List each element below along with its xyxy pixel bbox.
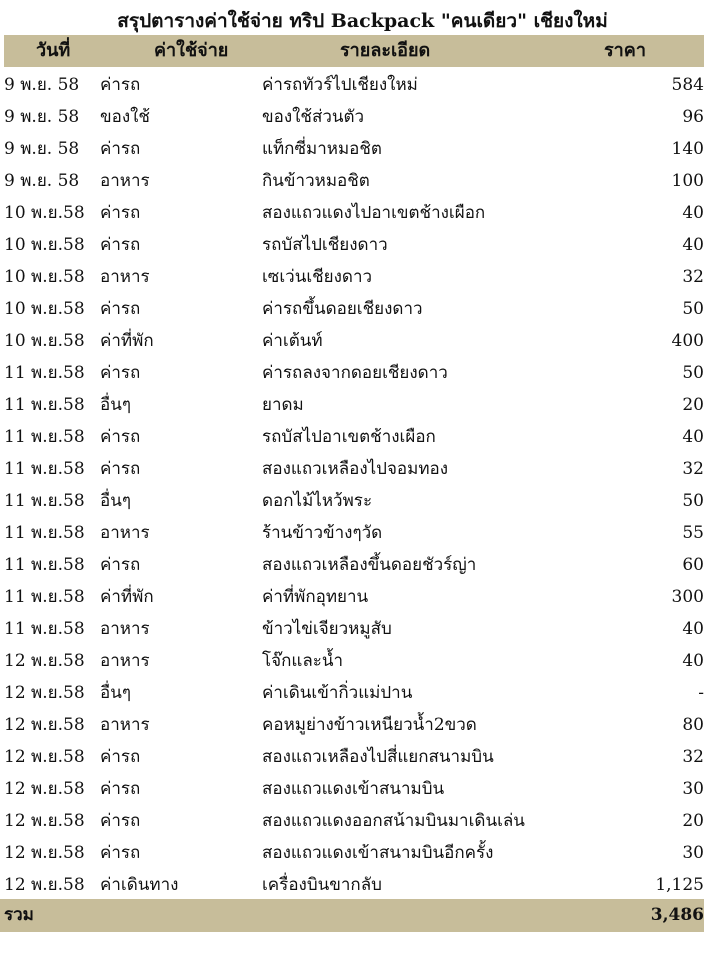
cell-category: ค่ารถ xyxy=(100,779,141,799)
cell-date: 12 พ.ย.58 xyxy=(4,747,85,767)
cell-price: 50 xyxy=(682,299,704,319)
cell-date: 11 พ.ย.58 xyxy=(4,555,85,575)
cell-price: 140 xyxy=(671,139,704,159)
cell-price: 100 xyxy=(671,171,704,191)
cell-price: 40 xyxy=(682,427,704,447)
cell-category: ค่ารถ xyxy=(100,555,141,575)
cell-detail: โจ๊กและน้ำ xyxy=(262,651,344,671)
header-date: วันที่ xyxy=(36,40,71,61)
cell-detail: เครื่องบินขากลับ xyxy=(262,875,382,895)
cell-price: 32 xyxy=(682,747,704,767)
table-row xyxy=(0,773,725,805)
cell-price: 40 xyxy=(682,619,704,639)
cell-detail: สองแถวแดงเข้าสนามบิน xyxy=(262,779,445,799)
cell-category: ค่าที่พัก xyxy=(100,587,154,607)
cell-category: อื่นๆ xyxy=(100,491,131,511)
cell-category: อาหาร xyxy=(100,523,150,543)
cell-price: 32 xyxy=(682,267,704,287)
cell-detail: ร้านข้าวข้างๆวัด xyxy=(262,523,383,543)
cell-detail: ค่าเดินเข้ากิ่วแม่ปาน xyxy=(262,683,413,703)
table-row xyxy=(0,581,725,613)
table-row xyxy=(0,261,725,293)
cell-detail: ค่าเต้นท์ xyxy=(262,331,323,351)
table-row xyxy=(0,325,725,357)
cell-detail: สองแถวเหลืองขึ้นดอยชัวร์ญ่า xyxy=(262,555,477,575)
cell-category: ค่ารถ xyxy=(100,427,141,447)
cell-category: ค่ารถ xyxy=(100,203,141,223)
cell-category: ค่าเดินทาง xyxy=(100,875,179,895)
cell-date: 11 พ.ย.58 xyxy=(4,619,85,639)
cell-price: 32 xyxy=(682,459,704,479)
table-header xyxy=(4,35,704,67)
cell-price: 300 xyxy=(671,587,704,607)
cell-price: 30 xyxy=(682,779,704,799)
cell-price: 20 xyxy=(682,395,704,415)
cell-detail: ค่าที่พักอุทยาน xyxy=(262,587,369,607)
table-row xyxy=(0,69,725,101)
cell-date: 11 พ.ย.58 xyxy=(4,587,85,607)
cell-date: 10 พ.ย.58 xyxy=(4,203,85,223)
cell-detail: ค่ารถขึ้นดอยเชียงดาว xyxy=(262,299,423,319)
total-value: 3,486 xyxy=(650,905,704,925)
cell-detail: สองแถวเหลืองไปจอมทอง xyxy=(262,459,449,479)
table-row xyxy=(0,293,725,325)
page-title: สรุปตารางค่าใช้จ่าย ทริป Backpack "คนเดียว" เชียงใหม่ xyxy=(117,10,608,32)
cell-price: 20 xyxy=(682,811,704,831)
cell-date: 11 พ.ย.58 xyxy=(4,523,85,543)
cell-category: ค่ารถ xyxy=(100,75,141,95)
cell-category: ค่าที่พัก xyxy=(100,331,154,351)
cell-detail: แท็กซี่มาหมอชิต xyxy=(262,139,382,159)
table-row xyxy=(0,389,725,421)
cell-price: 40 xyxy=(682,203,704,223)
cell-price: 50 xyxy=(682,491,704,511)
cell-price: 96 xyxy=(682,107,704,127)
cell-date: 12 พ.ย.58 xyxy=(4,651,85,671)
cell-detail: ของใช้ส่วนตัว xyxy=(262,107,365,127)
cell-date: 12 พ.ย.58 xyxy=(4,811,85,831)
cell-date: 9 พ.ย. 58 xyxy=(4,171,80,191)
table-row xyxy=(0,101,725,133)
table-row xyxy=(0,165,725,197)
cell-date: 12 พ.ย.58 xyxy=(4,683,85,703)
cell-category: ค่ารถ xyxy=(100,139,141,159)
cell-detail: คอหมูย่างข้าวเหนียวน้ำ2ขวด xyxy=(262,715,477,735)
table-row xyxy=(0,357,725,389)
cell-date: 9 พ.ย. 58 xyxy=(4,75,80,95)
cell-detail: ดอกไม้ไหว้พระ xyxy=(262,491,373,511)
cell-detail: ยาดม xyxy=(262,395,304,415)
cell-date: 12 พ.ย.58 xyxy=(4,779,85,799)
cell-detail: รถบัสไปเชียงดาว xyxy=(262,235,388,255)
cell-date: 11 พ.ย.58 xyxy=(4,459,85,479)
cell-category: ค่ารถ xyxy=(100,235,141,255)
cell-detail: กินข้าวหมอชิต xyxy=(262,171,370,191)
cell-detail: สองแถวแดงออกสน้ามบินมาเดินเล่น xyxy=(262,811,525,831)
cell-detail: ค่ารถลงจากดอยเชียงดาว xyxy=(262,363,448,383)
cell-price: 30 xyxy=(682,843,704,863)
cell-price: 40 xyxy=(682,235,704,255)
cell-category: อาหาร xyxy=(100,171,150,191)
cell-price: 1,125 xyxy=(655,875,704,895)
cell-date: 12 พ.ย.58 xyxy=(4,875,85,895)
table-row xyxy=(0,805,725,837)
cell-category: อาหาร xyxy=(100,715,150,735)
cell-price: 60 xyxy=(682,555,704,575)
cell-category: อาหาร xyxy=(100,267,150,287)
table-row xyxy=(0,133,725,165)
table-row xyxy=(0,645,725,677)
cell-date: 10 พ.ย.58 xyxy=(4,331,85,351)
cell-date: 11 พ.ย.58 xyxy=(4,427,85,447)
cell-category: อื่นๆ xyxy=(100,683,131,703)
header-category: ค่าใช้จ่าย xyxy=(154,40,229,61)
table-row xyxy=(0,741,725,773)
table-row xyxy=(0,421,725,453)
total-label: รวม xyxy=(4,905,34,925)
cell-category: ค่ารถ xyxy=(100,459,141,479)
cell-price: 80 xyxy=(682,715,704,735)
table-row xyxy=(0,709,725,741)
table-row xyxy=(0,549,725,581)
cell-category: ค่ารถ xyxy=(100,363,141,383)
table-row xyxy=(0,837,725,869)
cell-category: ของใช้ xyxy=(100,107,150,127)
cell-detail: สองแถวแดงเข้าสนามบินอีกครั้ง xyxy=(262,843,494,863)
cell-category: ค่ารถ xyxy=(100,843,141,863)
table-row xyxy=(0,517,725,549)
cell-date: 12 พ.ย.58 xyxy=(4,715,85,735)
total-row xyxy=(0,899,704,932)
header-price: ราคา xyxy=(604,40,646,61)
cell-date: 9 พ.ย. 58 xyxy=(4,107,80,127)
cell-category: อาหาร xyxy=(100,651,150,671)
cell-detail: สองแถวแดงไปอาเขตช้างเผือก xyxy=(262,203,486,223)
table-row xyxy=(0,453,725,485)
cell-detail: รถบัสไปอาเขตช้างเผือก xyxy=(262,427,436,447)
cell-price: 584 xyxy=(671,75,704,95)
cell-price: 40 xyxy=(682,651,704,671)
cell-detail: ค่ารถทัวร์ไปเชียงใหม่ xyxy=(262,75,418,95)
header-detail: รายละเอียด xyxy=(340,40,431,61)
table-row xyxy=(0,485,725,517)
cell-date: 12 พ.ย.58 xyxy=(4,843,85,863)
cell-category: ค่ารถ xyxy=(100,811,141,831)
cell-price: 55 xyxy=(682,523,704,543)
table-row xyxy=(0,197,725,229)
table-row xyxy=(0,677,725,709)
cell-date: 11 พ.ย.58 xyxy=(4,395,85,415)
cell-date: 10 พ.ย.58 xyxy=(4,267,85,287)
cell-price: 400 xyxy=(671,331,704,351)
cell-date: 10 พ.ย.58 xyxy=(4,299,85,319)
cell-date: 11 พ.ย.58 xyxy=(4,363,85,383)
cell-date: 11 พ.ย.58 xyxy=(4,491,85,511)
cell-category: อื่นๆ xyxy=(100,395,131,415)
cell-price: - xyxy=(698,683,704,703)
cell-detail: ข้าวไข่เจียวหมูสับ xyxy=(262,619,392,639)
cell-category: ค่ารถ xyxy=(100,299,141,319)
cell-category: ค่ารถ xyxy=(100,747,141,767)
table-row xyxy=(0,613,725,645)
table-row xyxy=(0,869,725,901)
cell-detail: สองแถวเหลืองไปสี่แยกสนามบิน xyxy=(262,747,494,767)
cell-date: 10 พ.ย.58 xyxy=(4,235,85,255)
table-row xyxy=(0,229,725,261)
cell-detail: เซเว่นเชียงดาว xyxy=(262,267,373,287)
table-body xyxy=(0,69,725,901)
cell-category: อาหาร xyxy=(100,619,150,639)
cell-price: 50 xyxy=(682,363,704,383)
cell-date: 9 พ.ย. 58 xyxy=(4,139,80,159)
